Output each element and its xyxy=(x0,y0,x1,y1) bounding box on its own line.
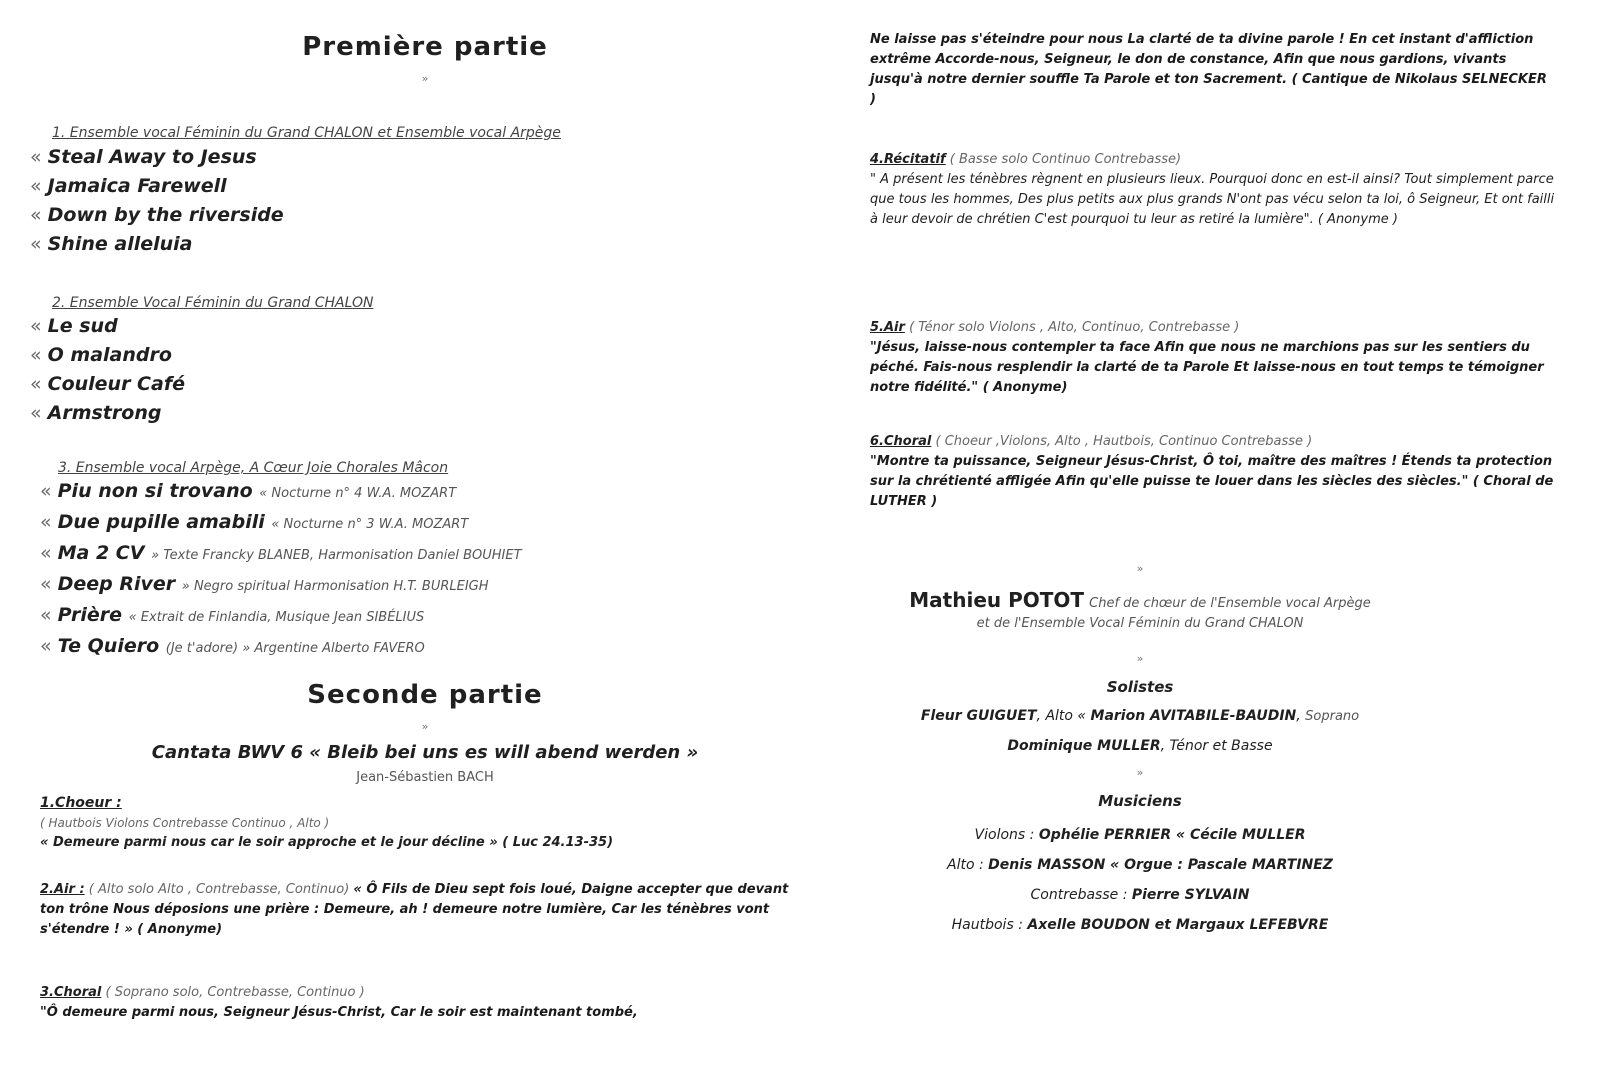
choral6-instruments: ( Choeur ,Violons, Alto , Hautbois, Continuo Contrebasse ) xyxy=(935,434,1313,449)
air5-section xyxy=(870,318,1560,398)
song-note: (Je t'adore) » Argentine Alberto FAVERO xyxy=(165,641,425,656)
cantata-title: Cantata BWV 6 « Bleib bei uns es will abend werden » xyxy=(151,742,699,763)
song-title: Steal Away to Jesus xyxy=(47,146,257,168)
musician-line xyxy=(870,880,1410,910)
director-role2: et de l'Ensemble Vocal Féminin du Grand CHALON xyxy=(976,616,1304,631)
musiciens-list xyxy=(870,820,1410,940)
director-name: Mathieu POTOT xyxy=(909,588,1085,612)
solistes-line2: Dominique MULLER, Ténor et Basse xyxy=(1007,738,1273,754)
choral3-continuation xyxy=(870,30,1550,110)
choral3-cont-text: Ne laisse pas s'éteindre pour nous La clarté de ta divine parole ! En cet instant d'affliction extrême Accorde-nous, Seigneur, le don de constance, Afin que nous gardions, vivants jusqu'à notre dernier souffle Ta Parole et ton Sacrement. ( Cantique de Nikolaus SELNECKER ) xyxy=(870,32,1547,107)
solistes-line1: Fleur GUIGUET, Alto « Marion AVITABILE-BAUDIN, Soprano xyxy=(920,708,1360,724)
list-item: « Ma 2 CV » Texte Francky BLANEB, Harmonisation Daniel BOUHIET xyxy=(40,542,522,564)
song-title: Piu non si trovano xyxy=(57,480,253,502)
soloist-role: Ténor et Basse xyxy=(1169,738,1273,754)
air5-heading: 5.Air xyxy=(870,320,905,335)
list-item: « Piu non si trovano « Nocturne n° 4 W.A. MOZART xyxy=(40,480,457,502)
song-title: Armstrong xyxy=(47,402,162,424)
musician-names: Axelle BOUDON et Margaux LEFEBVRE xyxy=(1027,917,1329,933)
song-title: Le sud xyxy=(47,315,118,337)
musician-line xyxy=(870,850,1410,880)
group3-list xyxy=(40,477,522,663)
song-note: « Nocturne n° 3 W.A. MOZART xyxy=(271,517,469,532)
air2-text: « Ô Fils de Dieu sept fois loué, Daigne accepter que devant ton trône Nous déposions une prière : Demeure, ah ! demeure notre lumière, Car les ténèbres vont s'étendre ! » ( Anonyme) xyxy=(40,882,789,937)
list-item: « Le sud xyxy=(30,315,118,337)
song-note: » Texte Francky BLANEB, Harmonisation Daniel BOUHIET xyxy=(151,548,522,563)
group2-heading: 2. Ensemble Vocal Féminin du Grand CHALON xyxy=(52,295,374,311)
choral6-section xyxy=(870,432,1560,512)
musician-line xyxy=(870,820,1410,850)
musician-role: Contrebasse : xyxy=(1030,887,1132,903)
list-item: « Steal Away to Jesus xyxy=(30,146,257,168)
air2-instruments: ( Alto solo Alto , Contrebasse, Continuo) xyxy=(88,882,350,897)
song-note: « Nocturne n° 4 W.A. MOZART xyxy=(259,486,457,501)
musician-role: Violons : xyxy=(974,827,1039,843)
list-item: « Jamaica Farewell xyxy=(30,175,227,197)
part2-title: Seconde partie xyxy=(307,680,543,710)
choral3-text: "Ô demeure parmi nous, Seigneur Jésus-Christ, Car le soir est maintenant tombé, xyxy=(40,1005,638,1020)
song-title: Couleur Café xyxy=(47,373,185,395)
separator: » xyxy=(421,72,429,85)
air2-heading: 2.Air : xyxy=(40,882,85,897)
song-title: O malandro xyxy=(47,344,172,366)
soloist-name: Dominique MULLER xyxy=(1007,738,1161,754)
musician-names: Denis MASSON « Orgue : Pascale MARTINEZ xyxy=(988,857,1333,873)
solistes-title: Solistes xyxy=(1106,678,1174,696)
list-item: « Shine alleluia xyxy=(30,233,193,255)
choral3-section xyxy=(40,983,810,1023)
list-item: « Deep River » Negro spiritual Harmonisation H.T. BURLEIGH xyxy=(40,573,489,595)
air5-instruments: ( Ténor solo Violons , Alto, Continuo, Contrebasse ) xyxy=(909,320,1240,335)
separator: » xyxy=(1136,562,1144,575)
musician-line xyxy=(870,910,1410,940)
musiciens-title: Musiciens xyxy=(1098,792,1182,810)
choral6-heading: 6.Choral xyxy=(870,434,932,449)
musician-names: Ophélie PERRIER « Cécile MULLER xyxy=(1038,827,1306,843)
recit4-instruments: ( Basse solo Continuo Contrebasse) xyxy=(949,152,1182,167)
choral3-instruments: ( Soprano solo, Contrebasse, Continuo ) xyxy=(105,985,365,1000)
director-block xyxy=(870,588,1410,631)
group2-list xyxy=(30,312,185,428)
song-title: Ma 2 CV xyxy=(57,542,145,564)
part1-title: Première partie xyxy=(302,32,548,62)
list-item: « Te Quiero (Je t'adore) » Argentine Alberto FAVERO xyxy=(40,635,425,657)
list-item: « Due pupille amabili « Nocturne n° 3 W.A. MOZART xyxy=(40,511,469,533)
list-item: « Armstrong xyxy=(30,402,162,424)
separator: » xyxy=(1136,766,1144,779)
musician-names: Pierre SYLVAIN xyxy=(1131,887,1250,903)
list-item: « Prière « Extrait de Finlandia, Musique Jean SIBÉLIUS xyxy=(40,604,425,626)
list-item: « Down by the riverside xyxy=(30,204,284,226)
list-item: « O malandro xyxy=(30,344,172,366)
song-note: « Extrait de Finlandia, Musique Jean SIBÉLIUS xyxy=(128,610,425,625)
separator: » xyxy=(421,720,429,733)
soloist-name: Marion AVITABILE-BAUDIN xyxy=(1090,708,1297,724)
musician-role: Hautbois : xyxy=(951,917,1028,933)
song-title: Due pupille amabili xyxy=(57,511,265,533)
choral3-heading: 3.Choral xyxy=(40,985,102,1000)
recit4-text: " A présent les ténèbres règnent en plusieurs lieux. Pourquoi donc en est-il ainsi? Tout simplement parce que tous les hommes, Des plus petits aux plus grands N'ont pas vécu selon ta loi, ô Seigneur, Et ont failli à leur devoir de chrétien C'est pourquoi tu leur as retiré la lumière". ( Anonyme ) xyxy=(870,172,1555,227)
air2-section xyxy=(40,880,810,940)
song-title: Down by the riverside xyxy=(47,204,284,226)
separator: » xyxy=(1136,652,1144,665)
soloist-role: Soprano xyxy=(1305,709,1360,724)
group1-list xyxy=(30,143,284,259)
song-title: Deep River xyxy=(57,573,176,595)
song-title: Jamaica Farewell xyxy=(47,175,227,197)
choeur-heading: 1.Choeur : xyxy=(40,795,122,811)
soloist-role: Alto « xyxy=(1045,708,1087,724)
choral6-text: "Montre ta puissance, Seigneur Jésus-Christ, Ô toi, maître des maîtres ! Étends ta protection sur la chrétienté affligée Afin qu'elle puisse te louer dans les siècles des siècles." ( Choral de LUTHER ) xyxy=(870,454,1554,509)
cantata-composer: Jean-Sébastien BACH xyxy=(356,770,494,785)
choeur-text: « Demeure parmi nous car le soir approche et le jour décline » ( Luc 24.13-35) xyxy=(40,835,614,850)
recit4-section xyxy=(870,150,1560,230)
song-note: » Negro spiritual Harmonisation H.T. BURLEIGH xyxy=(181,579,489,594)
song-title: Prière xyxy=(57,604,122,626)
group1-heading: 1. Ensemble vocal Féminin du Grand CHALON et Ensemble vocal Arpège xyxy=(52,125,561,141)
choeur-section xyxy=(40,793,810,853)
choeur-instruments: ( Hautbois Violons Contrebasse Continuo , Alto ) xyxy=(40,816,330,830)
soloist-name: Fleur GUIGUET xyxy=(920,708,1037,724)
director-role1: Chef de chœur de l'Ensemble vocal Arpège xyxy=(1089,596,1371,611)
song-title: Te Quiero xyxy=(57,635,160,657)
group3-heading: 3. Ensemble vocal Arpège, A Cœur Joie Chorales Mâcon xyxy=(58,460,449,476)
air5-text: "Jésus, laisse-nous contempler ta face Afin que nous ne marchions pas sur les sentiers du péché. Fais-nous resplendir la clarté de ta Parole Et laisse-nous en tout temps te témoigner notre fidélité." ( Anonyme) xyxy=(870,340,1544,395)
musician-role: Alto : xyxy=(947,857,989,873)
list-item: « Couleur Café xyxy=(30,373,185,395)
recit4-heading: 4.Récitatif xyxy=(870,152,946,167)
song-title: Shine alleluia xyxy=(47,233,193,255)
